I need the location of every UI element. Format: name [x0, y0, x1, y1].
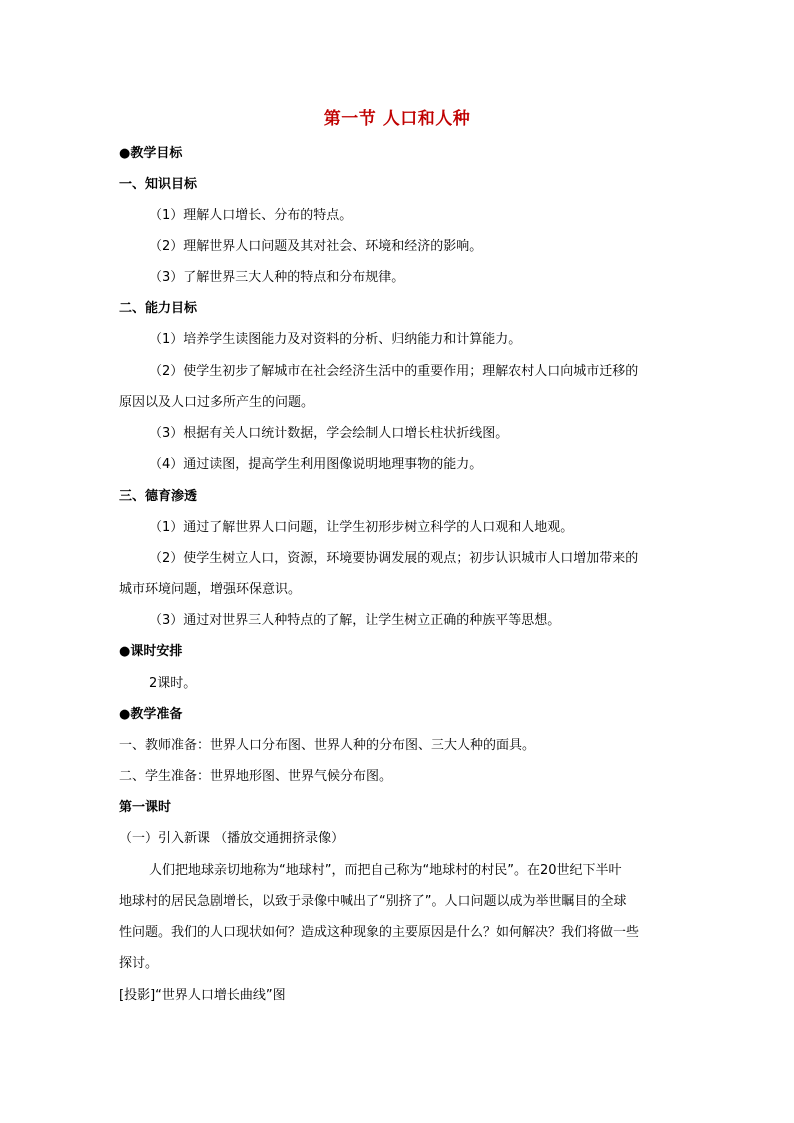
paragraph-line: （1）培养学生读图能力及对资料的分析、归纳能力和计算能力。 [149, 332, 522, 347]
section-heading: ●教学准备 [119, 707, 183, 722]
page-title: 第一节 人口和人种 [323, 109, 471, 129]
paragraph-line: （3）通过对世界三人种特点的了解，让学生树立正确的种族平等思想。 [149, 613, 561, 628]
subsection-heading: 三、德育渗透 [119, 489, 198, 504]
paragraph-line: （1）通过了解世界人口问题，让学生初形步树立科学的人口观和人地观。 [149, 520, 574, 535]
paragraph-line: （1）理解人口增长、分布的特点。 [149, 208, 353, 223]
paragraph-line: （4）通过读图，提高学生利用图像说明地理事物的能力。 [149, 457, 483, 472]
section-heading: ●教学目标 [119, 146, 183, 161]
paragraph-line: （3）根据有关人口统计数据，学会绘制人口增长柱状折线图。 [149, 426, 509, 441]
paragraph-line: 2课时。 [149, 676, 197, 691]
paragraph-line: （3）了解世界三大人种的特点和分布规律。 [149, 270, 405, 285]
paragraph-line: 性问题。我们的人口现状如何？造成这种现象的主要原因是什么？如何解决？我们将做一些 [119, 925, 640, 940]
paragraph-line: 地球村的居民急剧增长，以致于录像中喊出了“别挤了”。人口问题以成为举世瞩目的全球 [119, 894, 627, 909]
paragraph-line: 原因以及人口过多所产生的问题。 [119, 395, 315, 410]
paragraph-line: 二、学生准备：世界地形图、世界气候分布图。 [119, 769, 393, 784]
paragraph-line: [投影]“世界人口增长曲线”图 [119, 988, 286, 1003]
lesson-heading: 第一课时 [119, 800, 172, 815]
section-heading: ●课时安排 [119, 644, 183, 659]
paragraph-line: （2）使学生树立人口，资源，环境要协调发展的观点；初步认识城市人口增加带来的 [149, 551, 639, 566]
paragraph-line: 人们把地球亲切地称为“地球村”，而把自己称为“地球村的村民”。在20世纪下半叶 [149, 863, 622, 878]
paragraph-line: （一）引入新课 （播放交通拥挤录像） [119, 831, 345, 846]
paragraph-line: （2）理解世界人口问题及其对社会、环境和经济的影响。 [149, 239, 483, 254]
subsection-heading: 一、知识目标 [119, 177, 198, 192]
paragraph-line: 城市环境问题，增强环保意识。 [119, 582, 302, 597]
subsection-heading: 二、能力目标 [119, 301, 198, 316]
paragraph-line: 一、教师准备：世界人口分布图、世界人种的分布图、三大人种的面具。 [119, 738, 536, 753]
paragraph-line: （2）使学生初步了解城市在社会经济生活中的重要作用；理解农村人口向城市迁移的 [149, 364, 639, 379]
paragraph-line: 探讨。 [119, 956, 159, 971]
